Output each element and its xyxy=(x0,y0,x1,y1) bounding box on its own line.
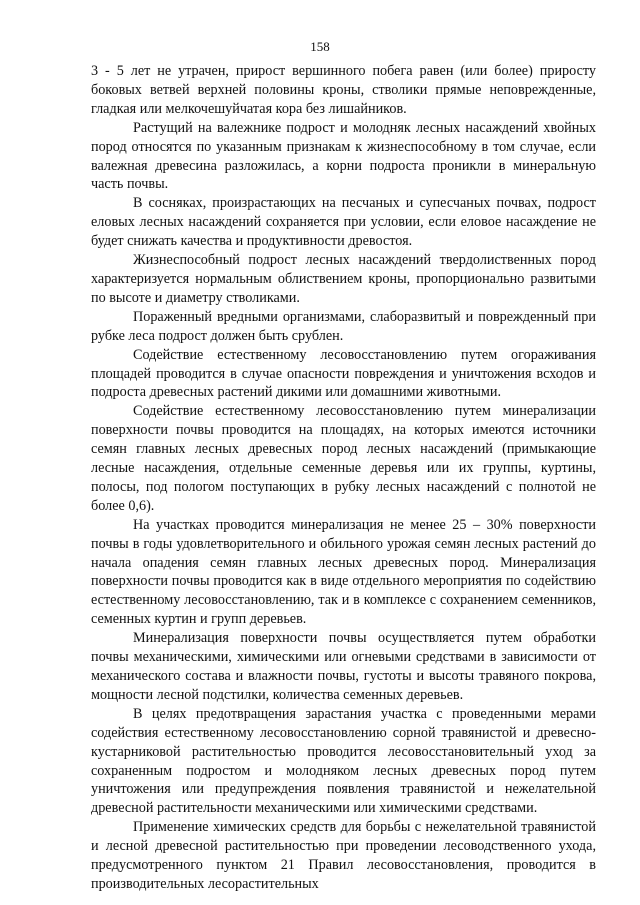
body-text xyxy=(91,62,596,894)
paragraph: В целях предотвращения зарастания участка с проведенными мерами содействия естественному лесовосстановлению сорной травянистой и древесно-кустарниковой растительностью проводится лесовосстановительный уход за сохраненным подростом и молодняком лесных древесных пород путем уничтожения или предупреждения появления травянистой и нежелательной древесной растительности механическими или химическими средствами. xyxy=(91,705,596,817)
paragraph: Пораженный вредными организмами, слаборазвитый и поврежденный при рубке леса подрост должен быть срублен. xyxy=(91,308,596,344)
paragraph: Содействие естественному лесовосстановлению путем огораживания площадей проводится в случае опасности повреждения и уничтожения всходов и подроста древесных растений дикими или домашними животными. xyxy=(91,346,596,401)
paragraph: На участках проводится минерализация не менее 25 – 30% поверхности почвы в годы удовлетворительного и обильного урожая семян лесных растений до начала опадения семян главных лесных древесных пород. Минерализация поверхности почвы проводится как в виде отдельного мероприятия по содействию естественному лесовосстановлению, так и в комплексе с сохранением семенников, семенных куртин и групп деревьев. xyxy=(91,516,596,628)
paragraph: Применение химических средств для борьбы с нежелательной травянистой и лесной древесной растительностью при проведении лесоводственного ухода, предусмотренного пунктом 21 Правил лесовосстановления, проводится в производительных лесорастительных xyxy=(91,819,596,892)
paragraph: В сосняках, произрастающих на песчаных и супесчаных почвах, подрост еловых лесных насаждений сохраняется при условии, если еловое насаждение не будет снижать качества и продуктивности древостоя. xyxy=(91,195,596,250)
paragraph: Минерализация поверхности почвы осуществляется путем обработки почвы механическими, химическими или огневыми средствами в зависимости от механического состава и влажности почвы, густоты и высоты травяного покрова, мощности лесной подстилки, количества семенных деревьев. xyxy=(91,630,596,703)
paragraph: Растущий на валежнике подрост и молодняк лесных насаждений хвойных пород относятся по указанным признакам к жизнеспособному в том случае, если валежная древесина разложилась, а корни подроста проникли в минеральную часть почвы. xyxy=(91,119,596,193)
paragraph: Содействие естественному лесовосстановлению путем минерализации поверхности почвы проводится на площадях, на которых имеются источники семян главных лесных древесных пород лесных насаждений (примыкающие лесные насаждения, отдельные семенные деревья или их группы, куртины, полосы, под пологом поступающих в рубку лесных насаждений с полнотой не более 0,6). xyxy=(91,403,596,514)
paragraph: 3 - 5 лет не утрачен, прирост вершинного побега равен (или более) приросту боковых ветвей верхней половины кроны, стволики прямые неповрежденные, гладкая или мелкочешуйчатая кора без лишайников. xyxy=(91,63,596,117)
page-number: 158 xyxy=(310,39,330,54)
paragraph: Жизнеспособный подрост лесных насаждений твердолиственных пород характеризуется нормальным облиствением кроны, пропорционально развитыми по высоте и диаметру стволиками. xyxy=(91,252,596,306)
